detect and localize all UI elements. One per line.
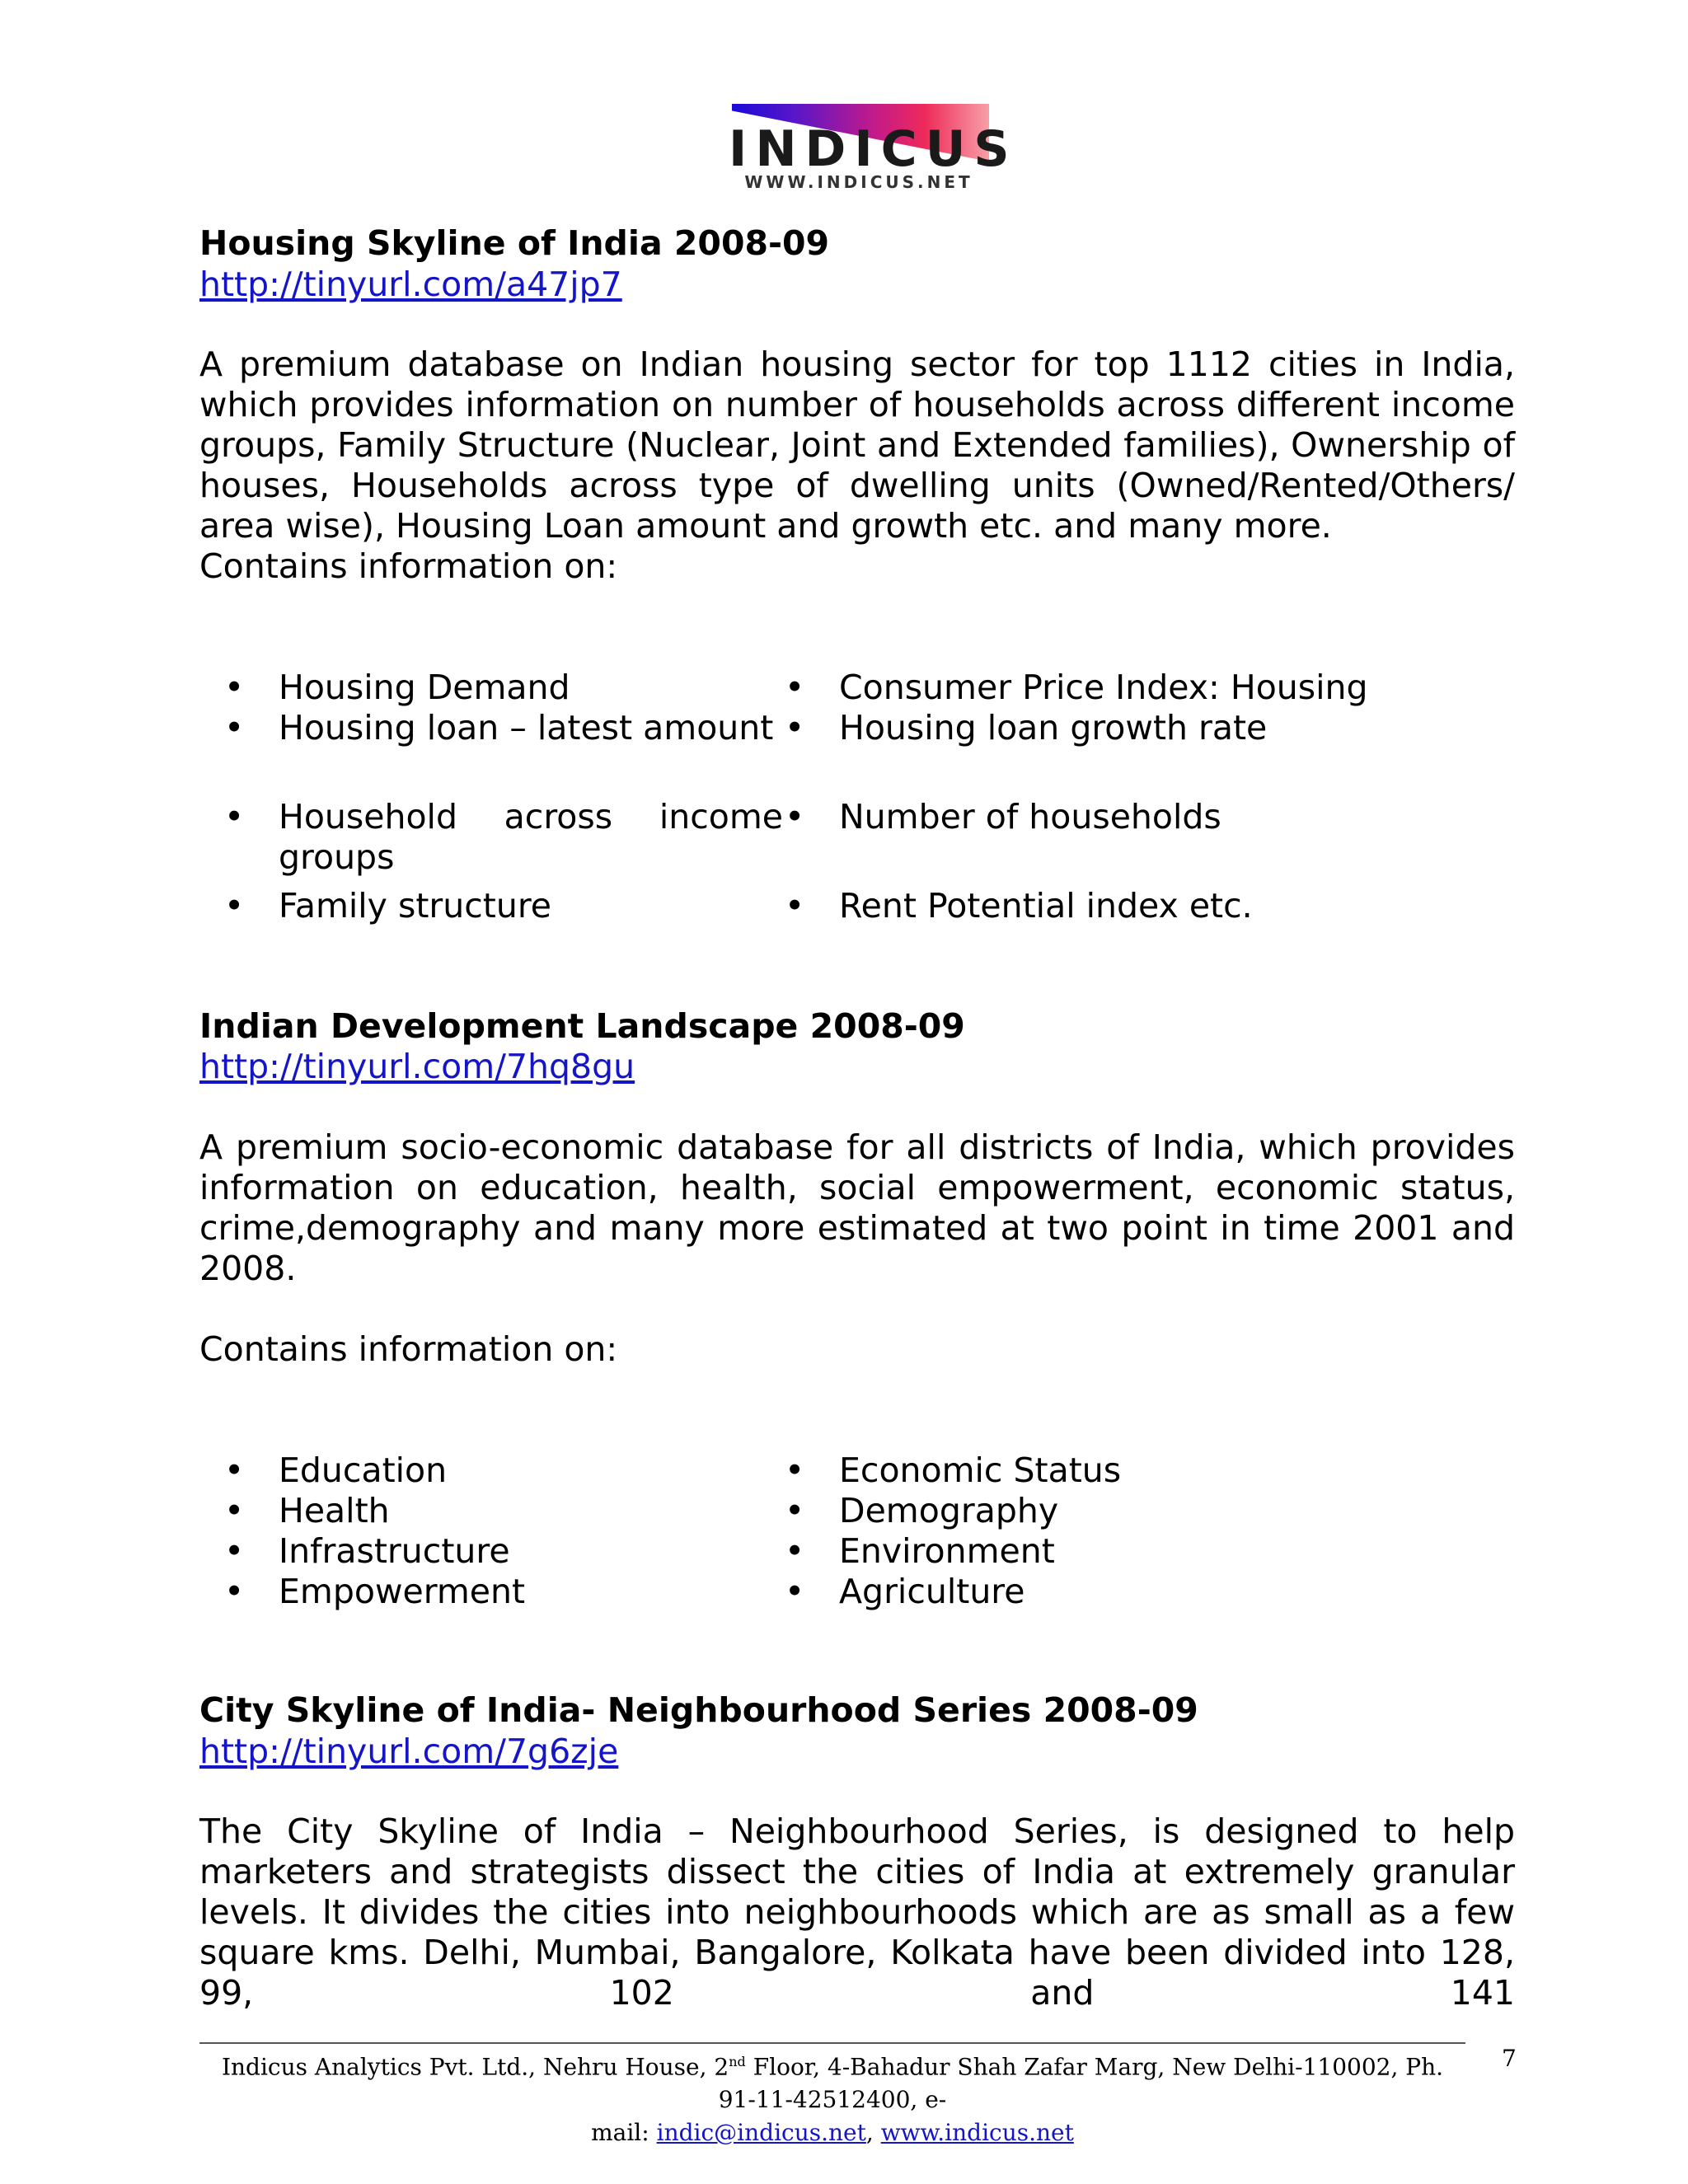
footer-email-link[interactable]: indic@indicus.net: [656, 2119, 866, 2147]
bullet-icon: [224, 886, 244, 926]
section-description: The City Skyline of India – Neighbourhood Series, is designed to help marketers and strategists dissect the cities of India at extremely granular levels. It divides the cities into neighbourhoods which are as small as a few square kms. Delhi, Mumbai, Bangalore, Kolkata have been divided into 128, 99, 102 and 141: [199, 1811, 1515, 2013]
bullet-icon: [785, 708, 804, 748]
logo-wordmark: INDICUS: [729, 120, 1018, 178]
bullet-icon: [785, 1572, 804, 1612]
bullet-icon: [785, 668, 804, 708]
indicus-logo: [729, 104, 1018, 194]
bullet-icon: [224, 1491, 244, 1531]
section-link[interactable]: http://tinyurl.com/7g6zje: [199, 1732, 619, 1771]
bullet-icon: [224, 668, 244, 708]
bullet-icon: [224, 708, 244, 748]
section-link[interactable]: http://tinyurl.com/a47jp7: [199, 265, 622, 304]
section-title: Housing Skyline of India 2008-09: [199, 223, 830, 263]
footer-address: [199, 2046, 1465, 2149]
footer-line-2: mail: indic@indicus.net, www.indicus.net: [591, 2119, 1074, 2147]
bullet-icon: [785, 1491, 804, 1531]
section-link[interactable]: http://tinyurl.com/7hq8gu: [199, 1047, 635, 1086]
bullet-icon: [224, 797, 244, 837]
contains-label: Contains information on:: [199, 1329, 618, 1369]
bullet-icon: [785, 797, 804, 837]
logo-url: WWW.INDICUS.NET: [744, 172, 973, 192]
bullet-icon: [785, 886, 804, 926]
bullet-icon: [224, 1572, 244, 1612]
footer-divider: [199, 2042, 1465, 2044]
footer-line-1: Indicus Analytics Pvt. Ltd., Nehru House, 2nd Floor, 4-Bahadur Shah Zafar Marg, New Delhi-110002, Ph. 91-11-42512400, e-: [221, 2053, 1444, 2114]
bullet-icon: [224, 1531, 244, 1572]
bullet-icon: [224, 1451, 244, 1491]
page-number: 7: [1502, 2045, 1517, 2072]
contains-label: Contains information on:: [199, 546, 618, 586]
section-title: Indian Development Landscape 2008-09: [199, 1006, 965, 1046]
document-page: INDICUS WWW.INDICUS.NET Housing Skyline of India 2008-09 http://tinyurl.com/a47jp7 A premium database on Indian housing sector for top 1112 cities in India, which provides information on number of households across different income groups, Family Structure (Nuclear, Joint and Extended families), Ownership of houses, Households across type of dwelling units (Owned/Rented/Others/ area wise), Housing Loan amount and growth etc. and many more. Contains information on: • Housing Demand • Housing loan – latest amount • Household across income groups • Family structure • Consumer Price Index: Housing • Housing loan growth rate • Number of households • Rent Potential index etc. Indian Development Landscape 2008-09 http://tinyurl.com/7hq8gu A premium socio-economic database for all districts of India, which provides information on education, health, social empowerment, economic status, crime,demography and many more estimated at two point in time 2001 and 2008. Contains information on: • Education • Health • Infrastructure • Empowerment • Economic Status • Demography • Environment • Agriculture City Skyline of India- Neighbourhood Series 2008-09 http://tinyurl.com/7g6zje The City Skyline of India – Neighbourhood Series, is designed to help marketers and strategists dissect the cities of India at extremely granular levels. It divides the cities into neighbourhoods which are as small as a few square kms. Delhi, Mumbai, Bangalore, Kolkata have been divided into 128, 99, 102 and 141 Indicus Analytics Pvt. Ltd., Nehru House, 2nd Floor, 4-Bahadur Shah Zafar Marg, New Delhi-110002, Ph. 91-11-42512400, e- mail: indic@indicus.net, www.indicus.net 7: [0, 0, 1688, 2184]
section-description: A premium socio-economic database for all districts of India, which provides information on education, health, social empowerment, economic status, crime,demography and many more estimated at two point in time 2001 and 2008.: [199, 1127, 1515, 1288]
bullet-icon: [785, 1451, 804, 1491]
bullet-icon: [785, 1531, 804, 1572]
footer-website-link[interactable]: www.indicus.net: [880, 2119, 1074, 2147]
section-description: A premium database on Indian housing sector for top 1112 cities in India, which provides information on number of households across different income groups, Family Structure (Nuclear, Joint and Extended families), Ownership of houses, Households across type of dwelling units (Owned/Rented/Others/ area wise), Housing Loan amount and growth etc. and many more.: [199, 344, 1515, 546]
section-title: City Skyline of India- Neighbourhood Series 2008-09: [199, 1690, 1198, 1730]
